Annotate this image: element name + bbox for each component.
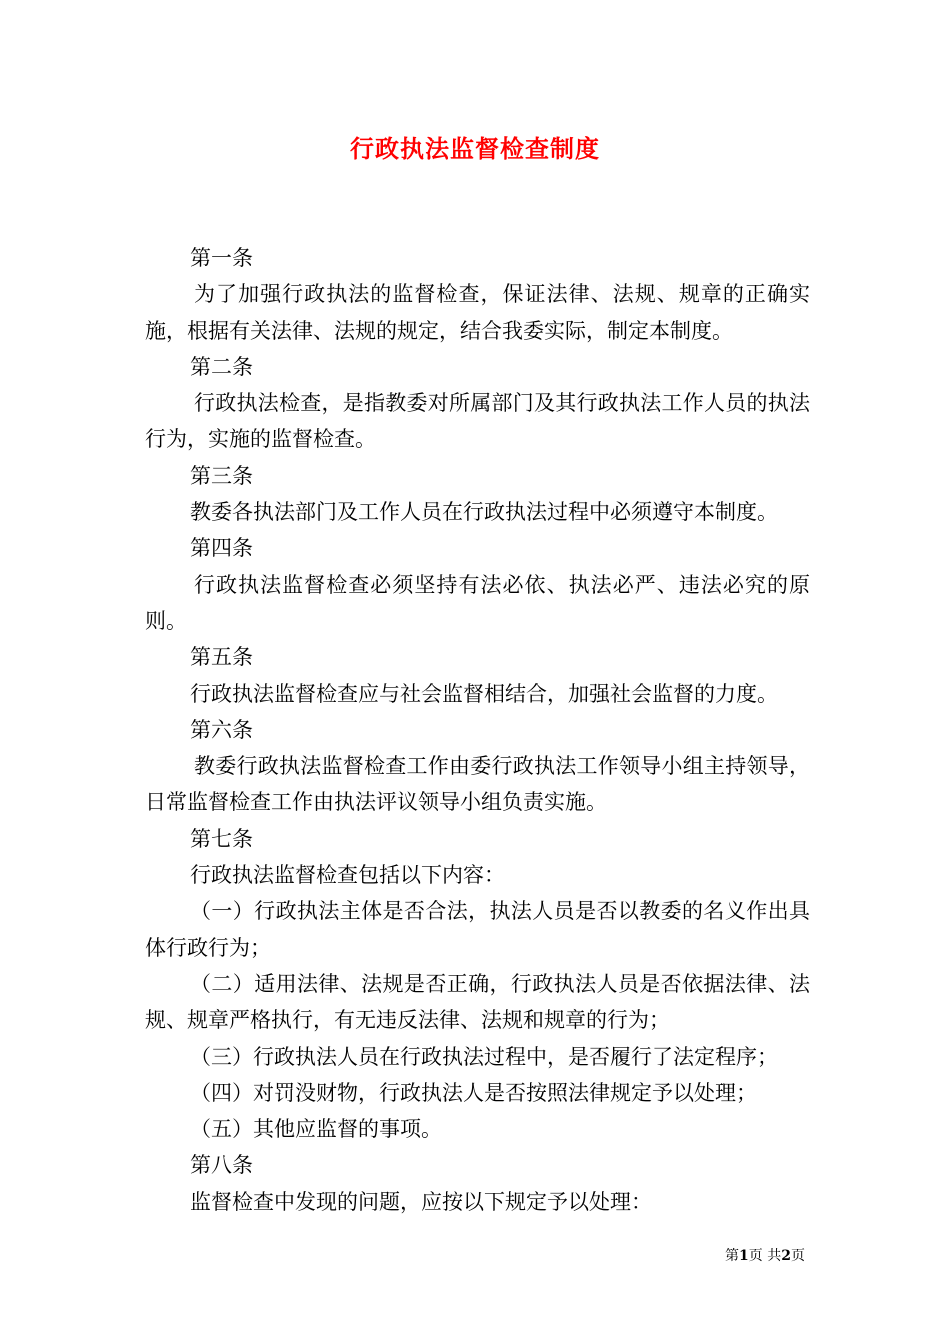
article-paragraph: 教委行政执法监督检查工作由委行政执法工作领导小组主持领导，日常监督检查工作由执法评议领导小组负责实施。 bbox=[145, 754, 810, 815]
article-paragraph: 教委各执法部门及工作人员在行政执法过程中必须遵守本制度。 bbox=[190, 500, 778, 525]
total-page-number: 2 bbox=[781, 1248, 791, 1264]
article-heading: 第四条 bbox=[190, 536, 253, 561]
list-item: （四）对罚没财物，行政执法人是否按照法律规定予以处理； bbox=[190, 1080, 757, 1105]
article-heading: 第二条 bbox=[190, 354, 253, 379]
footer-middle: 页 共 bbox=[748, 1248, 782, 1264]
document-title: 行政执法监督检查制度 bbox=[350, 134, 600, 163]
article-paragraph: 行政执法检查，是指教委对所属部门及其行政执法工作人员的执法行为，实施的监督检查。 bbox=[145, 391, 810, 452]
list-item: （二）适用法律、法规是否正确，行政执法人员是否依据法律、法规、规章严格执行，有无违反法律、法规和规章的行为； bbox=[145, 971, 810, 1033]
article-paragraph: 行政执法监督检查包括以下内容： bbox=[190, 863, 505, 888]
footer-prefix: 第 bbox=[725, 1248, 740, 1264]
footer-suffix: 页 bbox=[791, 1248, 805, 1264]
article-heading: 第三条 bbox=[190, 463, 253, 488]
list-item: （三）行政执法人员在行政执法过程中，是否履行了法定程序； bbox=[190, 1044, 778, 1069]
article-heading: 第七条 bbox=[190, 826, 253, 851]
current-page-number: 1 bbox=[739, 1248, 749, 1264]
list-item: （一）行政执法主体是否合法，执法人员是否以教委的名义作出具体行政行为； bbox=[145, 899, 810, 960]
article-paragraph: 行政执法监督检查必须坚持有法必依、执法必严、违法必究的原则。 bbox=[145, 572, 810, 633]
article-heading: 第六条 bbox=[190, 717, 253, 742]
article-heading: 第八条 bbox=[190, 1153, 253, 1178]
article-heading: 第五条 bbox=[190, 645, 253, 670]
page-number-footer bbox=[725, 1247, 805, 1265]
article-paragraph: 监督检查中发现的问题，应按以下规定予以处理： bbox=[190, 1189, 652, 1214]
list-item: （五）其他应监督的事项。 bbox=[190, 1117, 442, 1142]
document-body bbox=[145, 240, 810, 1220]
article-paragraph: 行政执法监督检查应与社会监督相结合，加强社会监督的力度。 bbox=[190, 681, 778, 706]
article-paragraph: 为了加强行政执法的监督检查，保证法律、法规、规章的正确实施，根据有关法律、法规的规定，结合我委实际，制定本制度。 bbox=[145, 282, 810, 343]
article-heading: 第一条 bbox=[190, 246, 253, 270]
